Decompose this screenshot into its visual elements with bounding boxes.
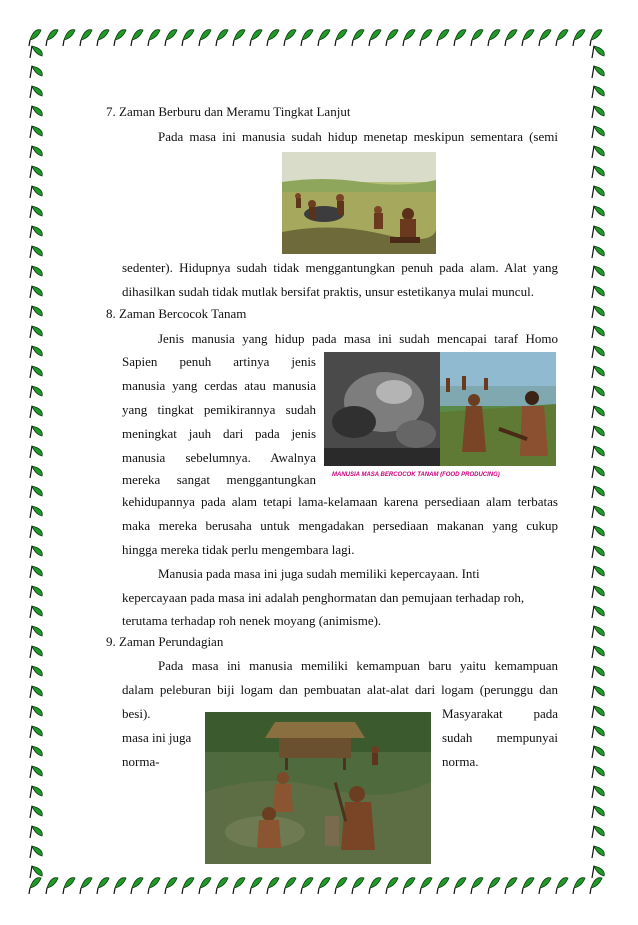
border-top-decoration xyxy=(28,26,612,48)
section-8-wrap-line: manusia sebelumnya. Awalnya xyxy=(122,450,316,465)
section-8-wrap-line: Sapien penuh artinya jenis xyxy=(122,354,316,369)
cave-photo xyxy=(324,352,442,466)
section-8-para2-line-2: kepercayaan pada masa ini adalah penghormatan dan pemujaan terhadap roh, xyxy=(122,590,525,605)
section-9-heading: 9. Zaman Perundagian xyxy=(106,634,224,649)
section-9-right-line: norma. xyxy=(442,754,479,769)
section-9-line-1: Pada masa ini manusia memiliki kemampuan baru yaitu kemampuan xyxy=(158,658,558,673)
section-8-wrap-line: mereka sangat menggantungkan xyxy=(122,472,316,487)
farming-people-illustration xyxy=(440,352,556,466)
section-8-para2-line-3: terutama terhadap roh nenek moyang (animisme). xyxy=(122,613,382,628)
section-7-heading: 7. Zaman Berburu dan Meramu Tingkat Lanjut xyxy=(106,104,351,119)
section-9-right-line: sudah mempunyai xyxy=(442,730,558,745)
section-8-full-line: hingga mereka tidak perlu mengembara lagi. xyxy=(122,542,355,557)
collage-caption: MANUSIA MASA BERCOCOK TANAM (FOOD PRODUCING) xyxy=(332,472,500,478)
section-8-line-1: Jenis manusia yang hidup pada masa ini sudah mencapai taraf Homo xyxy=(158,331,558,346)
section-8-wrap-line: yang tingkat pemikirannya sudah xyxy=(122,402,316,417)
section-7-line-1: Pada masa ini manusia sudah hidup menetap meskipun sementara (semi xyxy=(158,129,558,144)
section-9-line-2: dalam peleburan biji logam dan pembuatan alat-alat dari logam (perunggu dan xyxy=(122,682,558,697)
section-8-full-line: kehidupannya pada alam tetapi lama-kelamaan karena persediaan alam terbatas xyxy=(122,494,558,509)
section-7-line-2: sedenter). Hidupnya sudah tidak menggantungkan penuh pada alam. Alat yang xyxy=(122,260,558,275)
section-8-wrap-line: manusia yang cerdas atau manusia xyxy=(122,378,316,393)
border-right-decoration xyxy=(590,44,612,880)
section-9-left-line: norma- xyxy=(122,754,160,769)
section-8-full-line: maka mereka berusaha untuk mengadakan persediaan makanan yang cukup xyxy=(122,518,558,533)
bronze-age-illustration xyxy=(205,712,431,864)
section-9-left-line: besi). xyxy=(122,706,151,721)
section-7-line-3: dihasilkan sudah tidak mutlak bersifat praktis, unsur estetikanya mulai muncul. xyxy=(122,284,534,299)
section-9-right-line: Masyarakat pada xyxy=(442,706,558,721)
section-8-wrap-line: meningkat jauh dari pada jenis xyxy=(122,426,316,441)
section-8-heading: 8. Zaman Bercocok Tanam xyxy=(106,306,247,321)
hunting-gathering-illustration xyxy=(282,152,436,254)
section-8-para2-line-1: Manusia pada masa ini juga sudah memiliki kepercayaan. Inti xyxy=(158,566,480,581)
border-bottom-decoration xyxy=(28,874,612,896)
section-9-left-line: masa ini juga xyxy=(122,730,192,745)
farming-collage xyxy=(324,352,556,484)
border-left-decoration xyxy=(28,44,50,880)
